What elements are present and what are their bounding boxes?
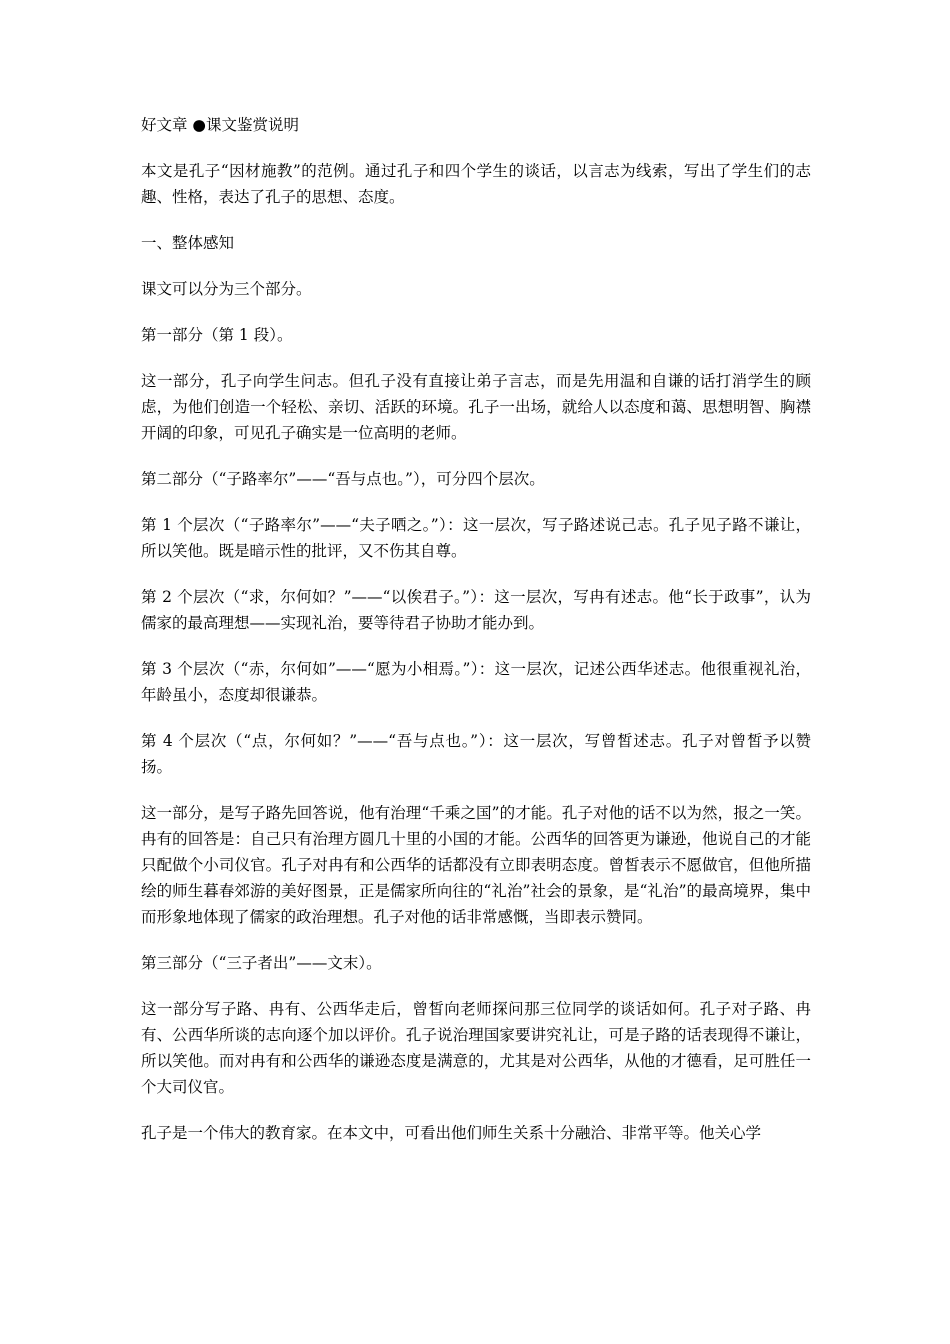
level-paragraph: 第 1 个层次（“子路率尔”——“夫子哂之。”）：这一层次，写子路述说己志。孔子见子路不谦让，所以笑他。既是暗示性的批评，又不伤其自尊。	[141, 516, 811, 560]
document-title: 好文章 ●课文鉴赏说明	[141, 116, 299, 134]
part-heading: 第一部分（第 1 段）。	[141, 326, 293, 344]
part-heading: 第三部分（“三子者出”——文末）。	[141, 954, 382, 972]
level-paragraph: 第 2 个层次（“求，尔何如？”——“以俟君子。”）：这一层次，写冉有述志。他“长于政事”，认为儒家的最高理想——实现礼治，要等待君子协助才能办到。	[141, 588, 811, 632]
paragraph: 这一部分，孔子向学生问志。但孔子没有直接让弟子言志，而是先用温和自谦的话打消学生的顾虑，为他们创造一个轻松、亲切、活跃的环境。孔子一出场，就给人以态度和蔼、思想明智、胸襟开阔的印象，可见孔子确实是一位高明的老师。	[141, 372, 811, 442]
paragraph: 课文可以分为三个部分。	[141, 280, 312, 298]
level-paragraph: 第 3 个层次（“赤，尔何如”——“愿为小相焉。”）：这一层次，记述公西华述志。他很重视礼治，年龄虽小，态度却很谦恭。	[141, 660, 811, 704]
level-paragraph: 第 4 个层次（“点，尔何如？”——“吾与点也。”）：这一层次，写曾皙述志。孔子对曾皙予以赞扬。	[141, 732, 811, 776]
paragraph: 这一部分写子路、冉有、公西华走后，曾皙向老师探问那三位同学的谈话如何。孔子对子路、冉有、公西华所谈的志向逐个加以评价。孔子说治理国家要讲究礼让，可是子路的话表现得不谦让，所以笑他。而对冉有和公西华的谦逊态度是满意的，尤其是对公西华，从他的才德看，足可胜任一个大司仪官。	[141, 1000, 811, 1096]
document-body	[141, 112, 811, 1166]
paragraph: 孔子是一个伟大的教育家。在本文中，可看出他们师生关系十分融洽、非常平等。他关心学	[141, 1124, 762, 1142]
paragraph-intro: 本文是孔子“因材施教”的范例。通过孔子和四个学生的谈话，以言志为线索，写出了学生们的志趣、性格，表达了孔子的思想、态度。	[141, 162, 811, 206]
section-heading: 一、整体感知	[141, 234, 235, 252]
paragraph: 这一部分，是写子路先回答说，他有治理“千乘之国”的才能。孔子对他的话不以为然，报之一笑。冉有的回答是：自己只有治理方圆几十里的小国的才能。公西华的回答更为谦逊，他说自己的才能只配做个小司仪官。孔子对冉有和公西华的话都没有立即表明态度。曾皙表示不愿做官，但他所描绘的师生暮春郊游的美好图景，正是儒家所向往的“礼治”社会的景象，是“礼治”的最高境界，集中而形象地体现了儒家的政治理想。孔子对他的话非常感慨，当即表示赞同。	[141, 804, 811, 926]
part-heading: 第二部分（“子路率尔”——“吾与点也。”），可分四个层次。	[141, 470, 545, 488]
